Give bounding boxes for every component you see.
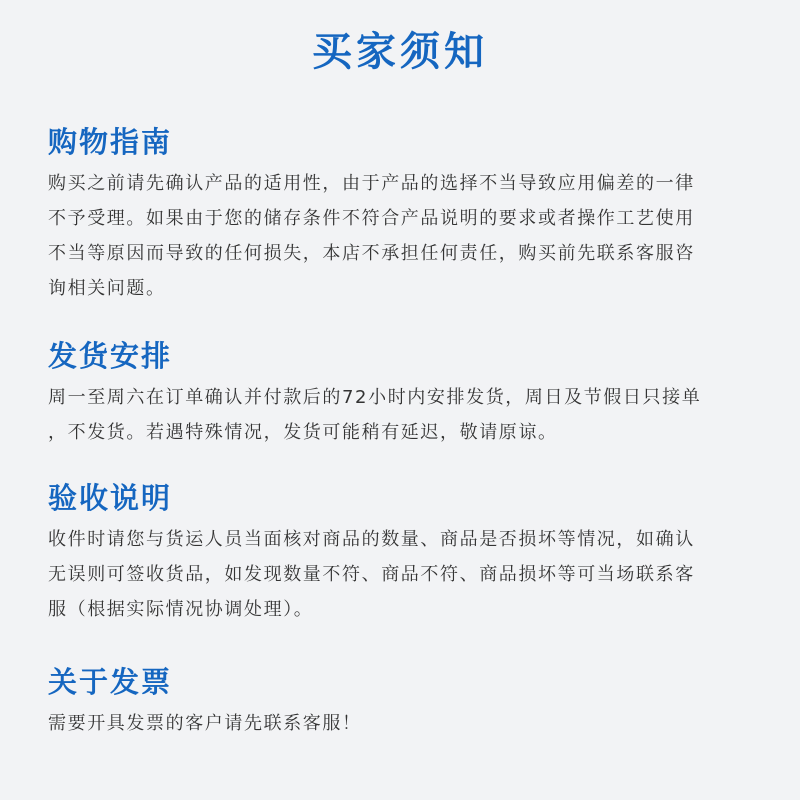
section-body: 周一至周六在订单确认并付款后的72小时内安排发货，周日及节假日只接单 ，不发货。若遇特殊情况，发货可能稍有延迟，敬请原谅。 [48,387,702,443]
section-body: 收件时请您与货运人员当面核对商品的数量、商品是否损坏等情况，如确认 无误则可签收货品，如发现数量不符、商品不符、商品损坏等可当场联系客 服（根据实际情况协调处理）。 [48,529,695,620]
section-shopping-guide [48,122,760,306]
section-heading: 关于发票 [48,665,173,699]
section-heading: 购物指南 [48,125,173,159]
section-inspection-notes [48,478,760,627]
section-body: 需要开具发票的客户请先联系客服！ [48,713,362,734]
section-heading: 验收说明 [48,481,173,515]
page-title: 买家须知 [312,29,488,75]
section-shipping-arrangement [48,336,760,450]
section-invoice [48,662,760,741]
section-body: 购买之前请先确认产品的适用性，由于产品的选择不当导致应用偏差的一律 不予受理。如果由于您的储存条件不符合产品说明的要求或者操作工艺使用 不当等原因而导致的任何损失，本店不承担任何责任，购买前先联系客服咨 询相关问题。 [48,173,695,299]
section-heading: 发货安排 [48,339,173,373]
